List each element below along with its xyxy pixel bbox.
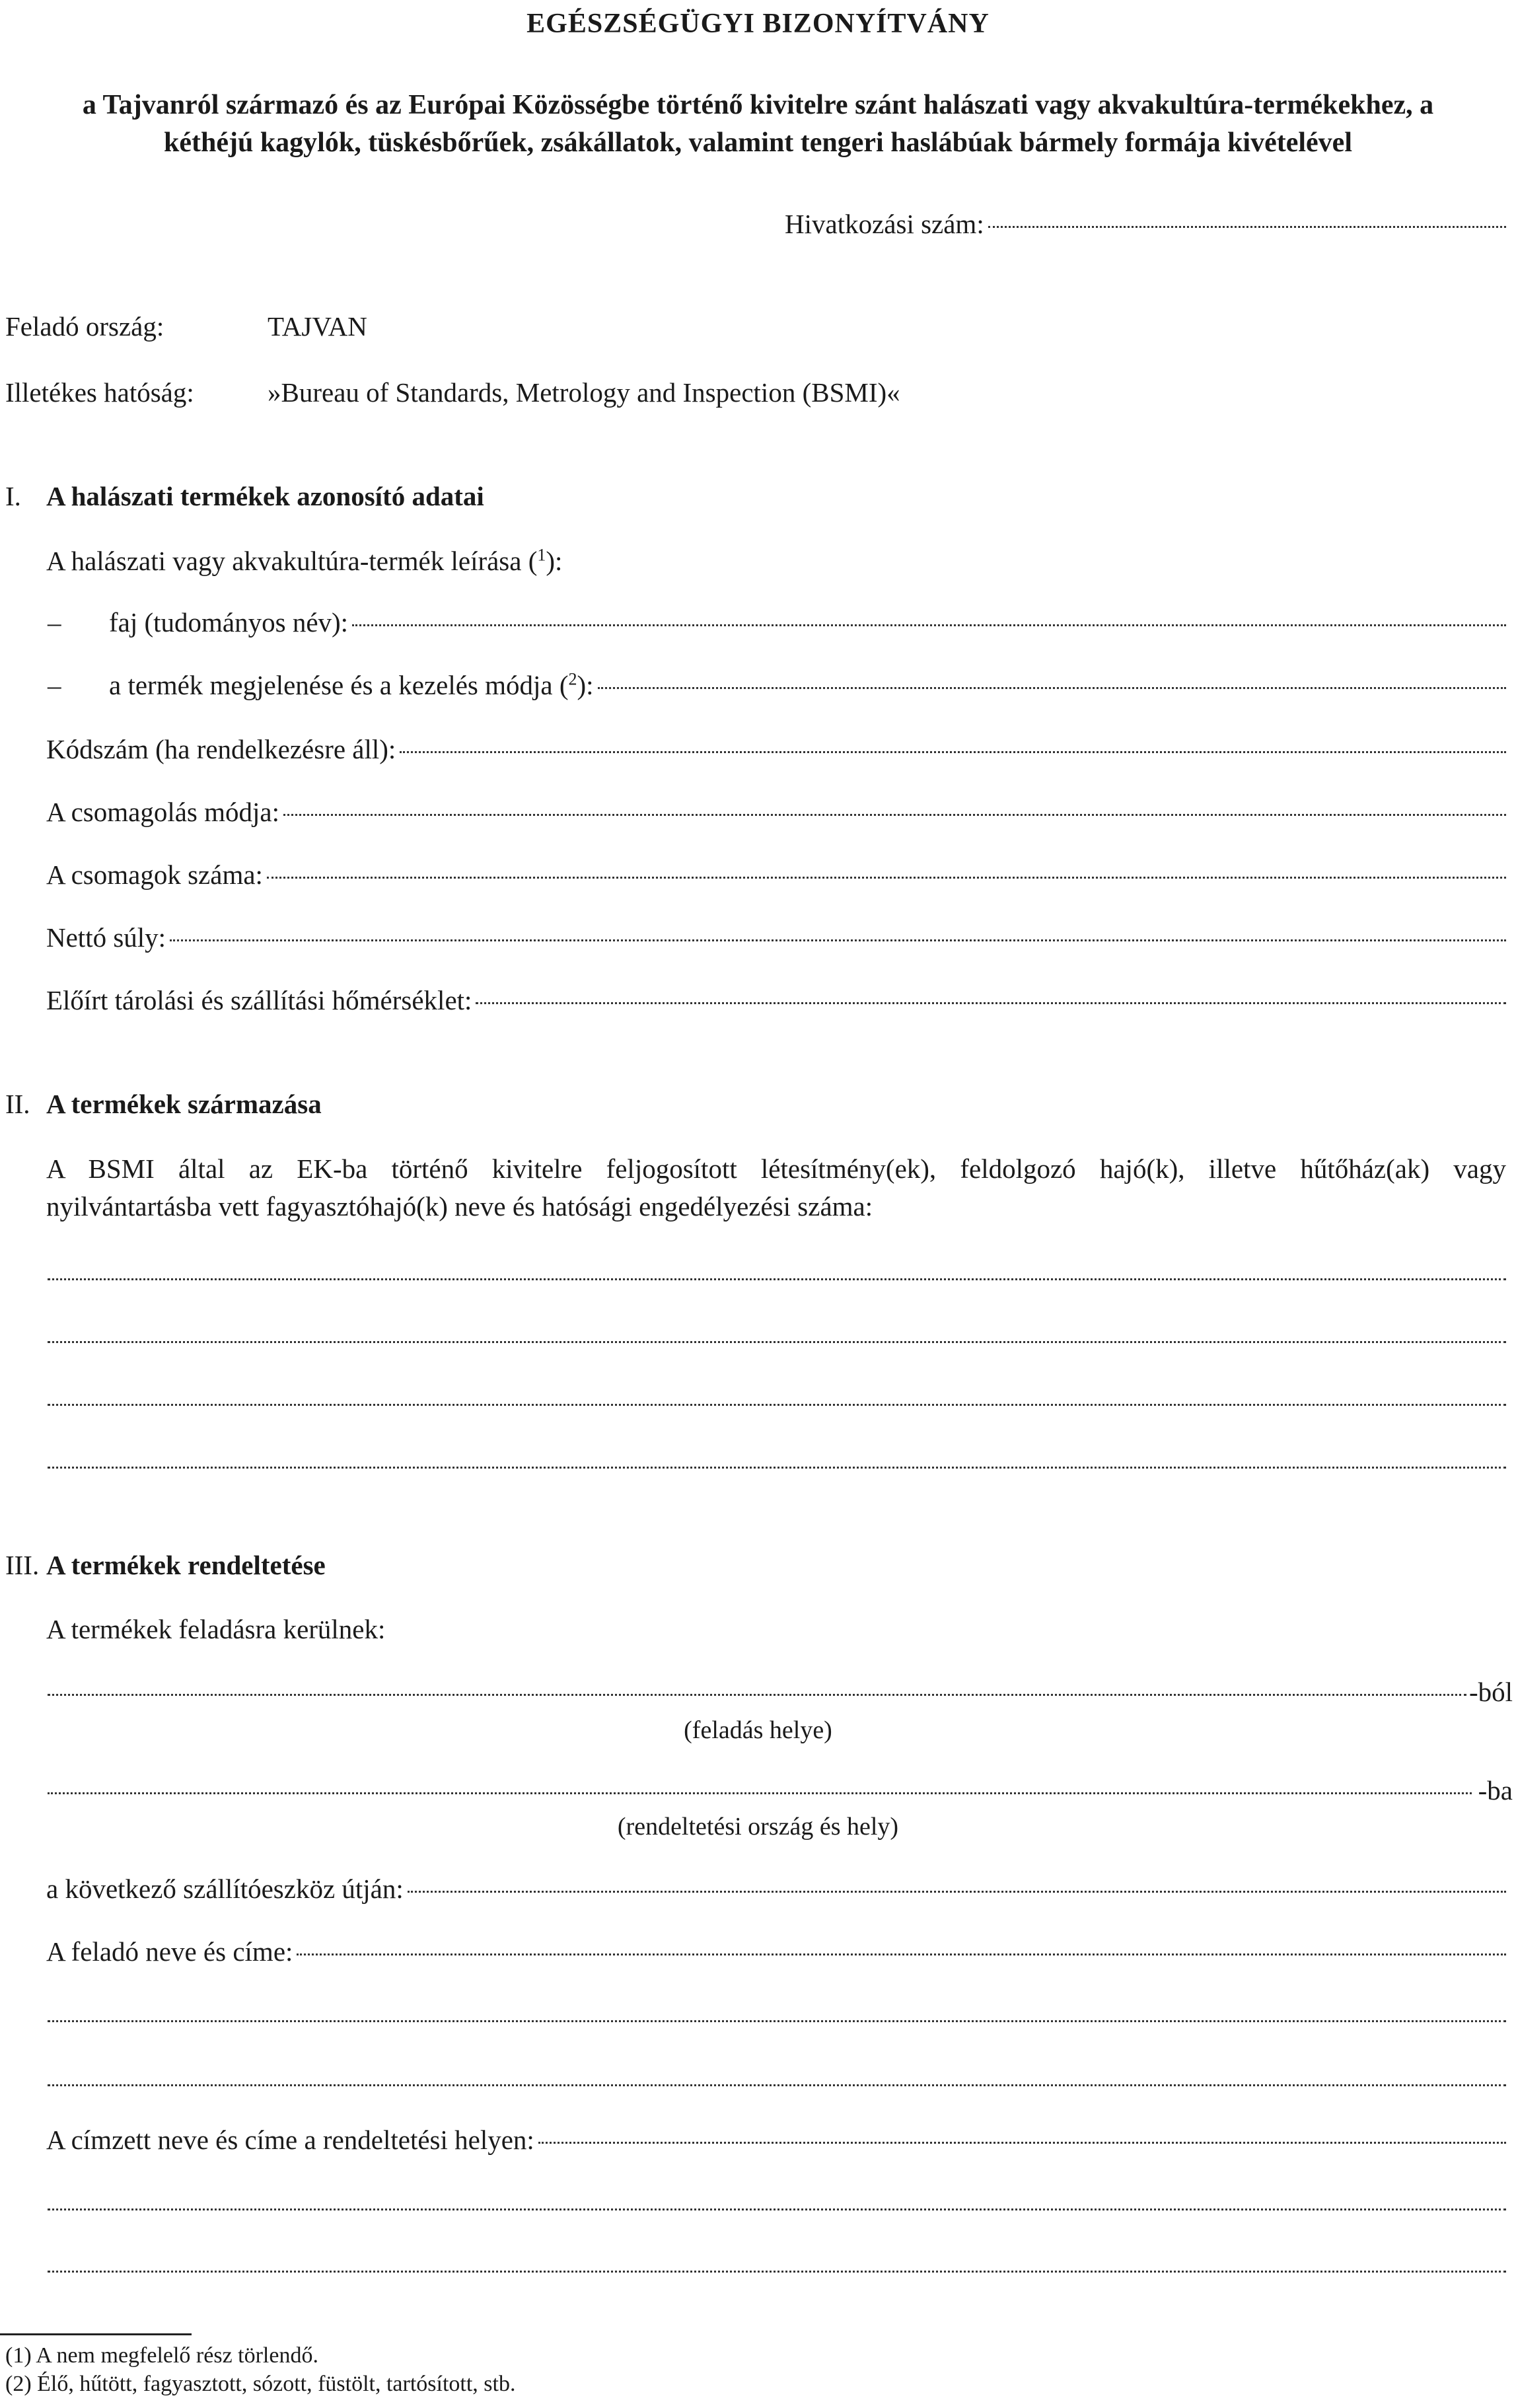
footnote-ref-1: 1: [537, 545, 546, 565]
subtitle-line-1: a Tajvanról származó és az Európai Közösségbe történő kivitelre szánt halászati vagy akvakultúra-termékekhez, a: [82, 90, 1434, 120]
consignor-label: A feladó neve és címe:: [46, 1936, 293, 1967]
footnote-1: [5, 2343, 318, 2368]
footnote-2: [5, 2372, 515, 2397]
presentation-text: a termék megjelenése és a kezelés módja (: [109, 670, 569, 700]
section-2-heading: A termékek származása: [46, 1089, 322, 1119]
authority-label: Illetékes hatóság:: [5, 377, 194, 408]
product-description-label: [46, 545, 562, 577]
footnote-1-mark: (1): [5, 2343, 32, 2368]
presentation-row: [109, 669, 1506, 701]
reference-number-row: [785, 208, 1506, 240]
species-field[interactable]: [352, 624, 1506, 626]
packages-row: [46, 859, 1506, 891]
origin-field-line-2[interactable]: [48, 1341, 1506, 1343]
consignor-field[interactable]: [297, 1953, 1506, 1955]
net-weight-row: [46, 922, 1506, 953]
section-2-number: II.: [5, 1089, 30, 1119]
transport-label: a következő szállítóeszköz útján:: [46, 1874, 404, 1904]
dispatch-label: A termékek feladásra kerülnek:: [46, 1614, 386, 1644]
product-description-end: ):: [546, 546, 563, 576]
to-row: [48, 1774, 1513, 1806]
subtitle-line-2: kéthéjú kagylók, tüskésbőrűek, zsákállatok, valamint tengeri haslábúak bármely formája kivételével: [163, 128, 1352, 158]
section-3-heading: A termékek rendeltetése: [46, 1550, 326, 1580]
species-label: faj (tudományos név):: [109, 607, 349, 638]
consignee-field[interactable]: [538, 2142, 1506, 2144]
packaging-row: [46, 796, 1506, 828]
document-title: EGÉSZSÉGÜGYI BIZONYÍTVÁNY: [526, 9, 990, 39]
from-row: [48, 1676, 1513, 1708]
authority-value: »Bureau of Standards, Metrology and Inspection (BSMI)«: [268, 377, 900, 408]
dash-species: –: [48, 607, 61, 638]
footnote-separator: [0, 2333, 192, 2335]
temperature-row: [46, 984, 1506, 1016]
net-weight-field[interactable]: [170, 939, 1506, 941]
footnote-2-mark: (2): [5, 2372, 32, 2396]
consignee-row: [46, 2124, 1506, 2156]
from-field[interactable]: [48, 1694, 1466, 1696]
to-note: (rendeltetési ország és hely): [617, 1813, 899, 1841]
from-suffix: -ból: [1468, 1677, 1513, 1707]
to-field[interactable]: [48, 1792, 1472, 1794]
transport-field[interactable]: [408, 1891, 1506, 1893]
temperature-label: Előírt tárolási és szállítási hőmérséklet:: [46, 985, 472, 1015]
footnote-1-text: A nem megfelelő rész törlendő.: [36, 2343, 318, 2368]
packages-label: A csomagok száma:: [46, 859, 263, 890]
code-field[interactable]: [400, 751, 1506, 753]
consignor-row: [46, 1936, 1506, 1967]
presentation-end: ):: [577, 670, 594, 700]
presentation-label: [109, 669, 594, 701]
origin-field-line-4[interactable]: [48, 1467, 1506, 1469]
consignee-field-line-2[interactable]: [48, 2208, 1506, 2210]
section-1-number: I.: [5, 481, 21, 511]
product-description-text: A halászati vagy akvakultúra-termék leírása (: [46, 546, 538, 576]
reference-number-field[interactable]: [988, 226, 1506, 228]
temperature-field[interactable]: [476, 1002, 1506, 1004]
footnote-ref-2: 2: [568, 669, 577, 689]
section-3-number: III.: [5, 1550, 40, 1580]
consignor-field-line-2[interactable]: [48, 2020, 1506, 2022]
origin-field-line-1[interactable]: [48, 1278, 1506, 1280]
reference-number-label: Hivatkozási szám:: [785, 209, 984, 239]
origin-text-line-2: nyilvántartásba vett fagyasztóhajó(k) neve és hatósági engedélyezési száma:: [46, 1191, 873, 1222]
consignor-field-line-3[interactable]: [48, 2084, 1506, 2086]
code-label: Kódszám (ha rendelkezésre áll):: [46, 734, 396, 764]
origin-field-line-3[interactable]: [48, 1404, 1506, 1406]
sender-country-value: TAJVAN: [268, 311, 367, 342]
footnote-2-text: Élő, hűtött, fagyasztott, sózott, füstölt, tartósított, stb.: [37, 2372, 516, 2396]
consignee-label: A címzett neve és címe a rendeltetési helyen:: [46, 2125, 534, 2155]
packaging-field[interactable]: [283, 814, 1506, 816]
origin-text-line-1: A BSMI által az EK-ba történő kivitelre feljogosított létesítmény(ek), feldolgozó hajó(k), illetve hűtőház(ak) vagy: [46, 1153, 1506, 1184]
dash-presentation: –: [48, 670, 61, 700]
to-suffix: -ba: [1478, 1775, 1513, 1806]
sender-country-label: Feladó ország:: [5, 311, 164, 342]
transport-row: [46, 1873, 1506, 1905]
packaging-label: A csomagolás módja:: [46, 797, 280, 827]
species-row: [109, 606, 1506, 638]
from-note: (feladás helye): [684, 1716, 832, 1744]
section-1-heading: A halászati termékek azonosító adatai: [46, 481, 484, 511]
presentation-field[interactable]: [598, 687, 1506, 689]
consignee-field-line-3[interactable]: [48, 2271, 1506, 2273]
code-row: [46, 733, 1506, 765]
packages-field[interactable]: [267, 877, 1506, 879]
net-weight-label: Nettó súly:: [46, 922, 166, 953]
